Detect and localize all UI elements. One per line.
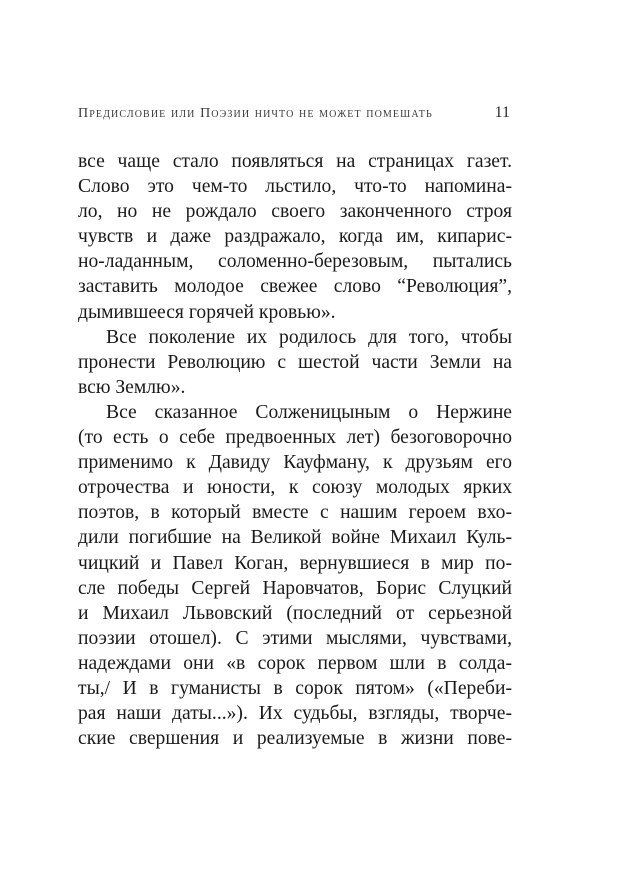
text-line: пронести Революцию с шестой части Земли на [78,351,512,373]
running-title: Предисловие или Поэзии ничто не может помешать [78,106,433,121]
page-number: 11 [494,104,510,121]
text-line: все чаще стало появляться на страницах газет. [78,151,512,172]
text-line: заставить молодое свежее слово “Революция”, [78,276,512,298]
text-line: Слово это чем-то льстило, что-то напомина- [78,176,512,198]
text-line: ты,/ И в гуманисты в сорок пятом» («Переби- [78,677,512,699]
text-line: дили погибшие на Великой войне Михаил Куль- [78,527,512,549]
text-line: и Михаил Львовский (последний от серьезной [78,602,512,624]
text-line: отрочества и юности, к союзу молодых ярких [78,477,512,499]
paragraph-start-line: Все сказанное Солженицыным о Нержине [106,401,512,423]
text-line: чицкий и Павел Коган, вернувшиеся в мир по- [78,552,512,574]
text-line: рая наши даты...»). Их судьбы, взгляды, творче- [78,703,512,725]
text-line: всю Землю». [78,376,186,398]
text-line: поэзии отошел). С этими мыслями, чувствами, [78,627,512,649]
text-line: дымившееся горячей кровью». [78,301,336,323]
text-line: поэтов, в который вместе с нашим героем вхо- [78,502,512,524]
text-line: применимо к Давиду Кауфману, к друзьям его [78,452,512,474]
text-line: ло, но не рождало своего законченного строя [78,201,512,223]
text-line: ские свершения и реализуемые в жизни пове- [78,728,512,750]
running-head [78,104,510,124]
text-line: надеждами они «в сорок первом шли в солда- [78,652,512,674]
text-line: чувств и даже раздражало, когда им, кипарис- [78,226,512,248]
text-line: но-ладанным, соломенно-березовым, пытались [78,251,512,273]
text-line: сле победы Сергей Наровчатов, Борис Слуцкий [78,577,512,599]
text-line: (то есть о себе предвоенных лет) безоговорочно [78,427,512,449]
body-text [78,149,512,751]
paragraph-start-line: Все поколение их родилось для того, чтобы [106,326,512,348]
